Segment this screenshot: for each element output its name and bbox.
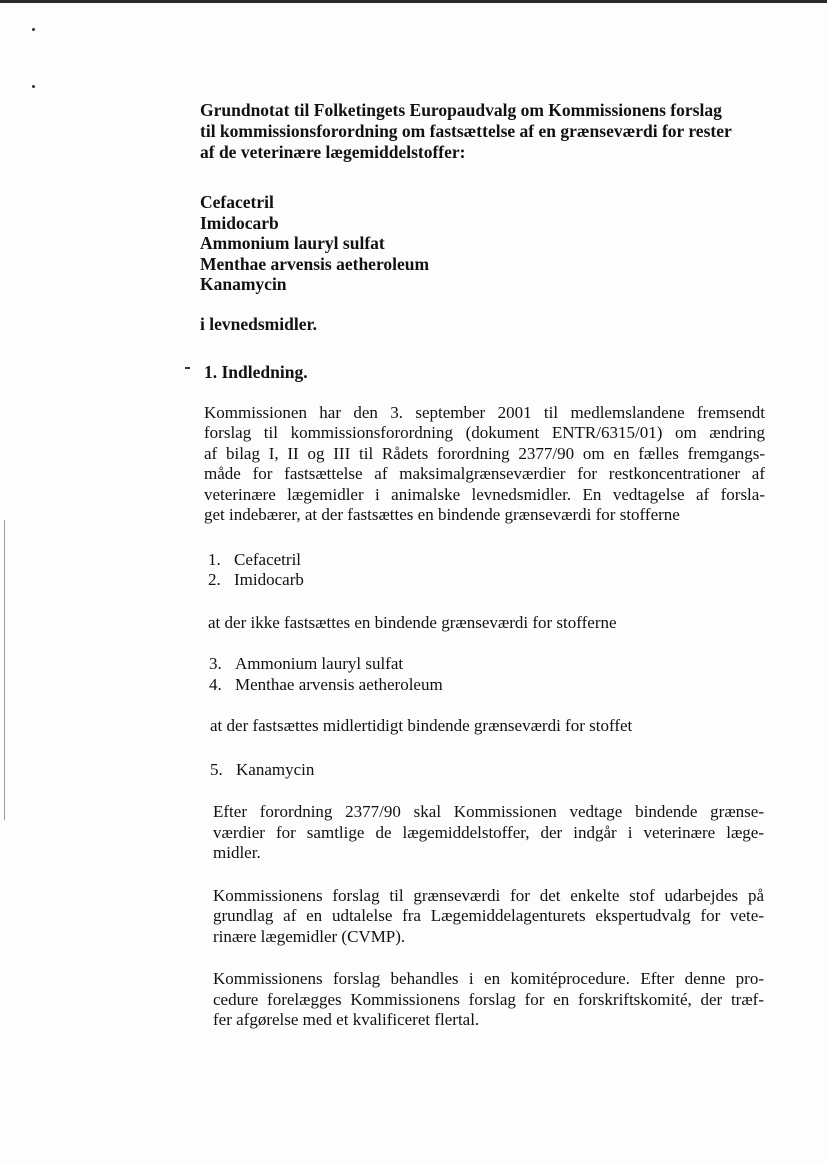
scan-edge-line	[0, 0, 827, 3]
list-item-name: Menthae arvensis aetheroleum	[235, 674, 443, 694]
substance-name: Menthae arvensis aetheroleum	[200, 253, 430, 274]
list-item-name: Cefacetril	[234, 549, 302, 569]
numbered-list-b	[209, 654, 765, 695]
paragraph-line: get indebærer, at der fastsættes en bindende grænseværdi for stofferne	[204, 505, 680, 525]
scan-speck	[32, 28, 35, 31]
list-item	[209, 654, 765, 675]
numbered-list-a	[208, 550, 765, 591]
paragraph-line: Efter forordning 2377/90 skal Kommissionen vedtage bindende grænse-	[213, 802, 764, 822]
document-title	[200, 100, 765, 163]
paragraph-line: midler.	[213, 843, 261, 863]
list-item	[209, 675, 765, 696]
paragraph-line: måde for fastsættelse af maksimalgrænseværdier for restkoncentrationer af	[204, 464, 765, 484]
paragraph-line: fer afgørelse med et kvalificeret flertal.	[213, 1010, 480, 1030]
list-number: 1.	[208, 549, 221, 569]
title-line: af de veterinære lægemiddelstoffer:	[200, 142, 466, 162]
paragraph-line: cedure forelægges Kommissionens forslag for en forskriftskomité, der træf-	[213, 989, 764, 1009]
paragraph-line: af bilag I, II og III til Rådets forordning 2377/90 om en fælles fremgangs-	[204, 443, 765, 463]
paragraph-line: forslag til kommissionsforordning (dokument ENTR/6315/01) om ændring	[204, 423, 765, 443]
regulation-paragraph	[213, 802, 764, 864]
list-number: 5.	[210, 759, 223, 779]
list-item	[208, 550, 765, 571]
paragraph-line: Kommissionens forslag behandles i en komitéprocedure. Efter denne pro-	[213, 969, 764, 989]
in-foods-line: i levnedsmidler.	[200, 313, 317, 334]
paragraph-line: grundlag af en udtalelse fra Lægemiddelagenturets ekspertudvalg for vete-	[213, 906, 764, 926]
substance-name: Cefacetril	[200, 192, 274, 212]
intro-paragraph	[204, 403, 765, 526]
list-number: 2.	[208, 570, 221, 590]
numbered-list-c	[210, 760, 765, 781]
section-heading: 1. Indledning.	[204, 361, 308, 382]
document-body	[200, 100, 765, 1031]
list-item-name: Ammonium lauryl sulfat	[235, 654, 404, 674]
scan-margin-line	[4, 520, 5, 820]
substance-name: Imidocarb	[200, 212, 279, 233]
paragraph-line: værdier for samtlige de lægemiddelstoffer, der indgår i veterinære læge-	[213, 822, 764, 842]
paragraph-line: Kommissionens forslag til grænseværdi for det enkelte stof udarbejdes på	[213, 885, 764, 905]
scan-speck	[185, 367, 190, 369]
proposal-paragraph	[213, 886, 764, 948]
substance-name: Ammonium lauryl sulfat	[200, 233, 385, 254]
list-item	[210, 760, 765, 781]
substance-list	[200, 192, 765, 295]
condition-text: at der fastsættes midlertidigt bindende grænseværdi for stoffet	[210, 716, 633, 736]
title-line: Grundnotat til Folketingets Europaudvalg om Kommissionens forslag	[200, 100, 722, 120]
list-number: 3.	[209, 654, 222, 674]
substance-name: Kanamycin	[200, 274, 287, 295]
scan-speck	[32, 85, 35, 88]
title-line: til kommissionsforordning om fastsættelse af en grænseværdi for rester	[200, 121, 732, 141]
list-item-name: Imidocarb	[234, 570, 304, 590]
paragraph-line: veterinære lægemidler i animalske levnedsmidler. En vedtagelse af forsla-	[204, 484, 765, 504]
procedure-paragraph	[213, 969, 764, 1031]
list-item-name: Kanamycin	[236, 759, 315, 779]
condition-text: at der ikke fastsættes en bindende grænseværdi for stofferne	[208, 612, 617, 632]
paragraph-line: Kommissionen har den 3. september 2001 til medlemslandene fremsendt	[204, 402, 765, 422]
list-item	[208, 570, 765, 591]
list-number: 4.	[209, 674, 222, 694]
paragraph-line: rinære lægemidler (CVMP).	[213, 926, 406, 946]
